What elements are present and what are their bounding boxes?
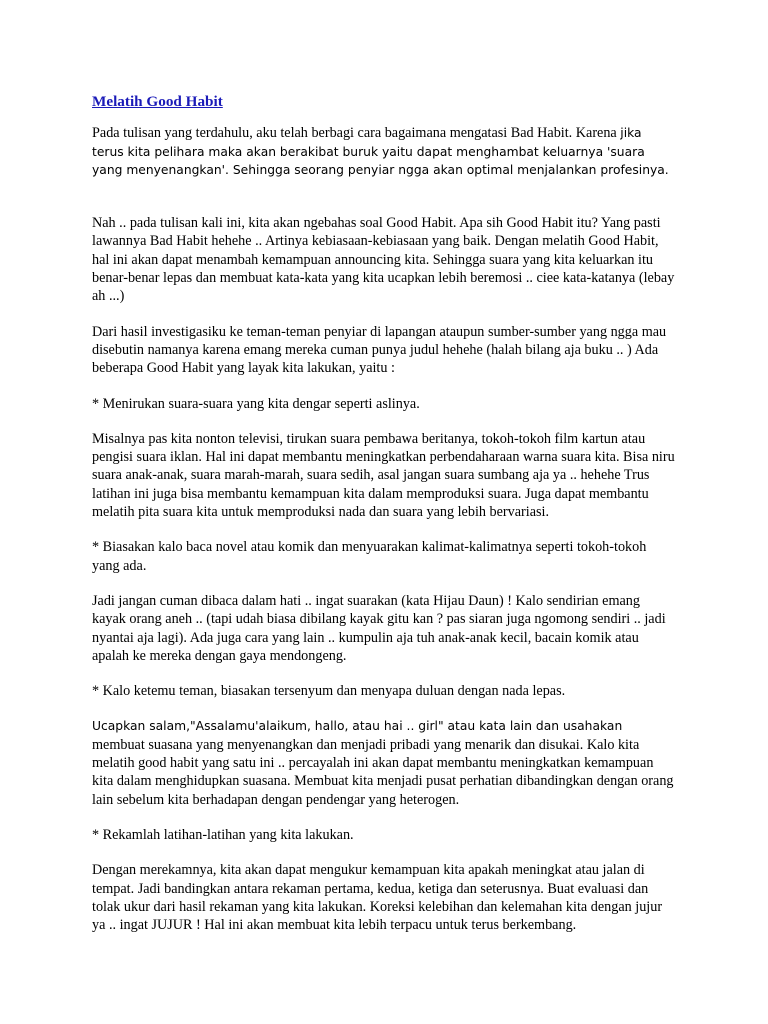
bullet-greet-friends: * Kalo ketemu teman, biasakan tersenyum dan menyapa duluan dengan nada lepas.: [92, 683, 566, 700]
paragraph-read-aloud-details: Jadi jangan cuman dibaca dalam hati .. ingat suarakan (kata Hijau Daun) ! Kalo sendirian emang kayak orang aneh .. (tapi udah biasa dibilang kayak gitu kan ? pas siaran juga ngomong sendiri .. jadi nyantai aja lagi). Ada juga cara yang lain .. kumpulin aja tuh anak-anak kecil, bacain komik atau apalah ke mereka dengan gaya mendongeng.: [92, 592, 666, 664]
paragraph-intro-sans-part: jika terus kita pelihara maka akan berakibat buruk yaitu dapat menghambat keluarnya 'suara yang menyenangkan'. Sehingga seorang penyiar ngga akan optimal menjalankan profesinya.: [92, 126, 669, 177]
paragraph-record-details: Dengan merekamnya, kita akan dapat mengukur kemampuan kita apakah meningkat atau jalan di tempat. Jadi bandingkan antara rekaman pertama, kedua, ketiga dan seterusnya. Buat evaluasi dan tolak ukur dari hasil rekaman yang kita lakukan. Koreksi kelebihan dan kelemahan kita dengan jujur ya .. ingat JUJUR ! Hal ini akan membuat kita lebih terpacu untuk terus berkembang.: [92, 862, 663, 934]
paragraph-investigation: Dari hasil investigasiku ke teman-teman penyiar di lapangan ataupun sumber-sumber yang ngga mau disebutin namanya karena emang mereka cuman punya judul hehehe (halah bilang aja buku .. ) Ada beberapa Good Habit yang layak kita lakukan, yaitu :: [92, 323, 667, 377]
document-page: [92, 93, 676, 951]
bullet-record-practice: * Rekamlah latihan-latihan yang kita lakukan.: [92, 826, 354, 843]
paragraph-greet-sans-part: Ucapkan salam,"Assalamu'alaikum, hallo, atau hai .. girl" atau kata lain dan usahakan: [92, 719, 623, 734]
paragraph-greet-serif-part: membuat suasana yang menyenangkan dan menjadi pribadi yang menarik dan disukai. Kalo kita melatih good habit yang satu ini .. percayalah ini akan dapat membantu meningkatkan kemampuan kita dalam menghidupkan suasana. Membuat kita menjadi pusat perhatian dibandingkan dengan orang lain sebelum kita berhadapan dengan pendengar yang heterogen.: [92, 736, 674, 808]
paragraph-greet-details: [92, 717, 676, 808]
paragraph-intro: [92, 124, 676, 179]
paragraph-good-habit: Nah .. pada tulisan kali ini, kita akan ngebahas soal Good Habit. Apa sih Good Habit itu? Yang pasti lawannya Bad Habit hehehe .. Artinya kebiasaan-kebiasaan yang baik. Dengan melatih Good Habit, hal ini akan dapat menambah kemampuan announcing kita. Sehingga suara yang kita keluarkan itu benar-benar lepas dan membuat kata-kata yang kita ucapkan lebih beremosi .. ciee kata-katanya (lebay ah ...): [92, 215, 675, 305]
paragraph-imitate-details: Misalnya pas kita nonton televisi, tirukan suara pembawa beritanya, tokoh-tokoh film kartun atau pengisi suara iklan. Hal ini dapat membantu meningkatkan perbendaharaan warna suara kita. Bisa niru suara anak-anak, suara marah-marah, suara sedih, asal jangan suara sumbang aja ya .. hehehe Trus latihan ini juga bisa membantu kemampuan kita dalam memproduksi suara. Juga dapat membantu melatih pita suara kita untuk memproduksi nada dan suara yang lebih bervariasi.: [92, 430, 675, 521]
bullet-imitate-voices: * Menirukan suara-suara yang kita dengar seperti aslinya.: [92, 395, 420, 412]
paragraph-intro-serif-part: Pada tulisan yang terdahulu, aku telah berbagi cara bagaimana mengatasi Bad Habit. Karena: [92, 125, 621, 142]
bullet-read-aloud: * Biasakan kalo baca novel atau komik dan menyuarakan kalimat-kalimatnya seperti tokoh-tokoh yang ada.: [92, 539, 647, 574]
article-title-link[interactable]: Melatih Good Habit: [92, 93, 223, 110]
